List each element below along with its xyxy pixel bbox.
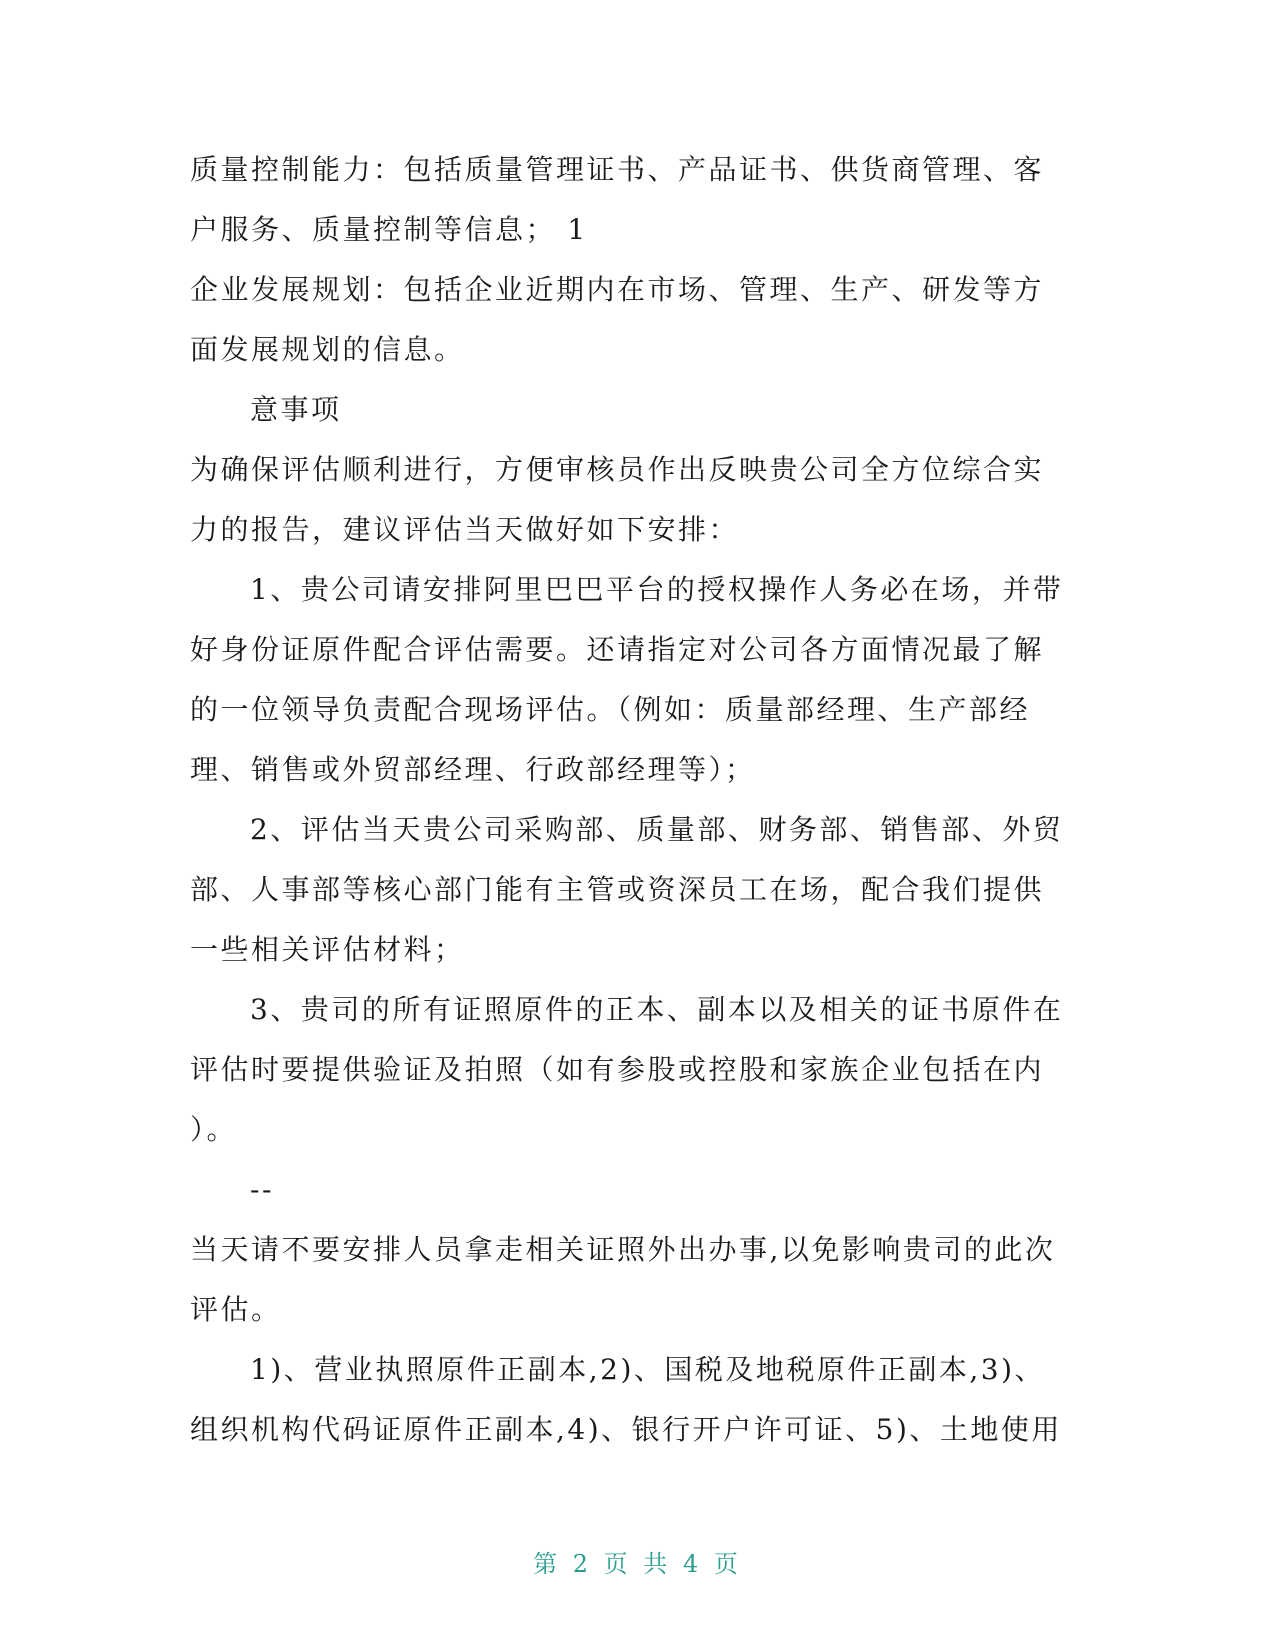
page-number-footer: 第 2 页 共 4 页 [533, 1550, 742, 1578]
separator-text: -- [250, 1173, 274, 1206]
text-line: 质量控制能力：包括质量管理证书、产品证书、供货商管理、客 [190, 153, 1045, 186]
text-line: 部、人事部等核心部门能有主管或资深员工在场，配合我们提供 [190, 873, 1045, 906]
text-line: 当天请不要安排人员拿走相关证照外出办事,以免影响贵司的此次 [190, 1233, 1056, 1266]
text-line: 力的报告，建议评估当天做好如下安排： [190, 513, 740, 546]
text-line: 评估。 [190, 1293, 282, 1326]
section-heading: 意事项 [250, 393, 342, 426]
text-line: 理、销售或外贸部经理、行政部经理等）； [190, 753, 756, 786]
text-line: 企业发展规划：包括企业近期内在市场、管理、生产、研发等方 [190, 273, 1045, 306]
text-line: 1、贵公司请安排阿里巴巴平台的授权操作人务必在场，并带 [250, 573, 1064, 606]
text-line: 1)、营业执照原件正副本,2)、国税及地税原件正副本,3)、 [250, 1353, 1046, 1386]
text-line: ）。 [190, 1113, 238, 1146]
text-line: 2、评估当天贵公司采购部、质量部、财务部、销售部、外贸 [250, 813, 1064, 846]
text-line: 一些相关评估材料； [190, 933, 465, 966]
text-line: 面发展规划的信息。 [190, 333, 465, 366]
text-line: 户服务、质量控制等信息； 1 [190, 213, 588, 246]
text-line: 3、贵司的所有证照原件的正本、副本以及相关的证书原件在 [250, 993, 1064, 1026]
text-line: 组织机构代码证原件正副本,4)、银行开户许可证、5)、土地使用 [190, 1413, 1062, 1446]
text-line: 的一位领导负责配合现场评估。（例如：质量部经理、生产部经 [190, 693, 1031, 726]
document-body [190, 140, 1090, 1460]
text-line: 为确保评估顺利进行，方便审核员作出反映贵公司全方位综合实 [190, 453, 1045, 486]
text-line: 好身份证原件配合评估需要。还请指定对公司各方面情况最了解 [190, 633, 1045, 666]
text-line: 评估时要提供验证及拍照（如有参股或控股和家族企业包括在内 [190, 1053, 1045, 1086]
